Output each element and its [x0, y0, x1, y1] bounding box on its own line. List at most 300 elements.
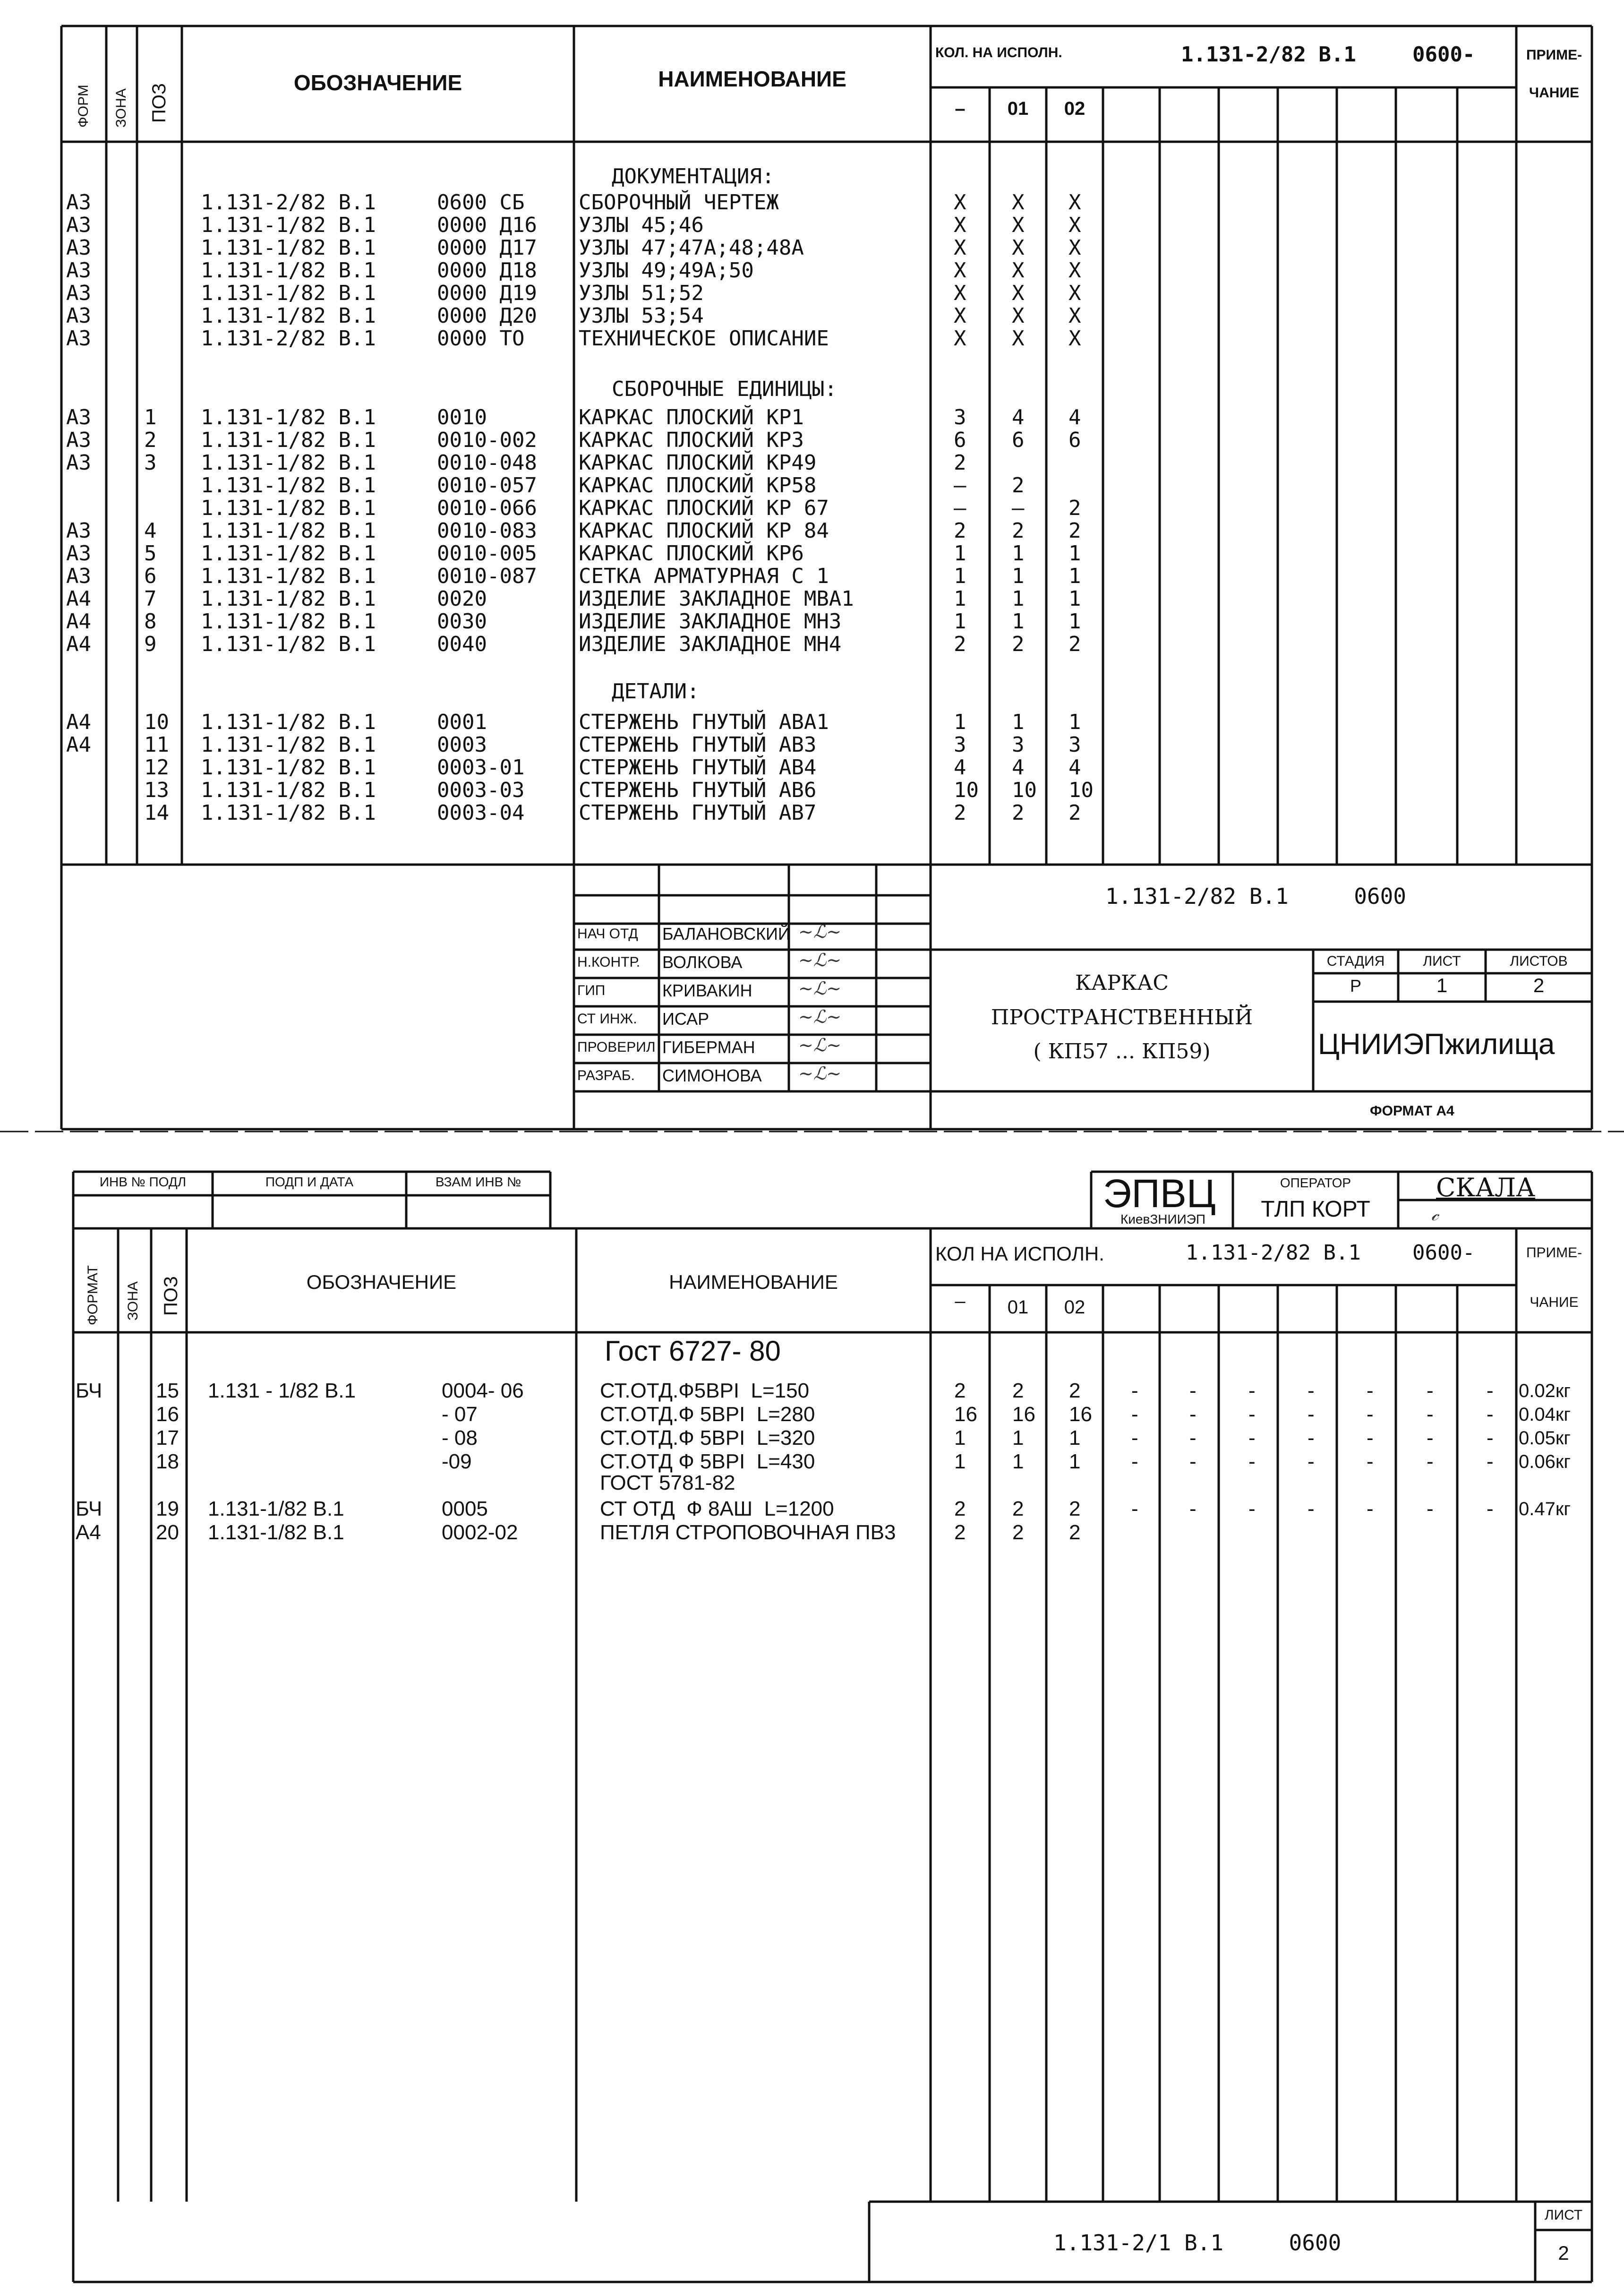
row-name: СТЕРЖЕНЬ ГНУТЫЙ АВ7 — [579, 801, 817, 825]
row-number: 0003-03 — [437, 778, 525, 802]
row-qty: 1 — [954, 1450, 966, 1473]
table-row — [0, 406, 1624, 429]
row-format: А3 — [66, 541, 91, 566]
row-qty: X — [1068, 190, 1081, 214]
row-empty-dash: - — [1367, 1497, 1374, 1520]
table-row — [0, 1380, 1624, 1402]
row-qty: X — [954, 326, 966, 351]
row-qty: – — [954, 496, 966, 520]
row-qty: 2 — [1068, 801, 1081, 825]
row-empty-dash: - — [1487, 1426, 1494, 1449]
row-number: 0010-057 — [437, 473, 537, 497]
header-doc-code-2: 1.131-2/82 В.1 — [1186, 1241, 1361, 1265]
row-number: 0010-002 — [437, 428, 537, 452]
row-empty-dash: - — [1248, 1379, 1256, 1402]
tb-sheets-label: ЛИСТОВ — [1510, 953, 1568, 969]
tb-person-name: ГИБЕРМАН — [662, 1038, 755, 1057]
tb-role-label: ГИП — [577, 983, 606, 998]
header-doc-suffix-2: 0600- — [1412, 1241, 1475, 1265]
table-row — [0, 452, 1624, 474]
row-qty: 2 — [1012, 801, 1025, 825]
row-format: А3 — [66, 564, 91, 588]
row-qty: X — [954, 304, 966, 328]
table-row — [0, 237, 1624, 259]
table-row — [0, 734, 1624, 756]
row-code: 1.131 - 1/82 В.1 — [208, 1379, 356, 1402]
row-name: УЗЛЫ 49;49А;50 — [579, 258, 754, 283]
table-row — [0, 282, 1624, 305]
row-number: 0000 Д16 — [437, 213, 537, 237]
table-row — [0, 542, 1624, 565]
row-code: 1.131-1/82 В.1 — [201, 451, 376, 475]
row-qty: 2 — [1012, 1379, 1024, 1402]
row-code: 1.131-1/82 В.1 — [201, 304, 376, 328]
row-qty: X — [1068, 236, 1081, 260]
row-format: А3 — [66, 405, 91, 429]
row-name: ПЕТЛЯ СТРОПОВОЧНАЯ ПВ3 — [600, 1521, 896, 1544]
footer-sheet-label: ЛИСТ — [1544, 2207, 1583, 2223]
row-pos: 19 — [156, 1497, 179, 1520]
note-label-2: ЧАНИЕ — [1529, 85, 1579, 101]
table-row — [0, 1521, 1624, 1544]
table-row — [0, 429, 1624, 452]
stamp-epvc: ЭПВЦ — [1103, 1171, 1216, 1216]
col-format-label: ФОРМ — [76, 85, 91, 128]
table-row — [0, 214, 1624, 237]
row-empty-dash: - — [1308, 1497, 1315, 1520]
table-row — [0, 779, 1624, 802]
row-code: 1.131-1/82 В.1 — [201, 778, 376, 802]
table-row — [0, 1450, 1624, 1473]
row-format: А3 — [66, 213, 91, 237]
row-qty: X — [954, 190, 966, 214]
row-qty: 1 — [954, 587, 966, 611]
row-empty-dash: - — [1308, 1379, 1315, 1402]
row-number: 0010-005 — [437, 541, 537, 566]
row-empty-dash: - — [1189, 1403, 1197, 1426]
row-qty: 2 — [954, 1379, 966, 1402]
row-format: А4 — [66, 632, 91, 656]
row-name: УЗЛЫ 45;46 — [579, 213, 704, 237]
row-qty: 1 — [1012, 1450, 1024, 1473]
row-pos: 5 — [144, 541, 157, 566]
row-name: СТ ОТД Ф 8АШ L=1200 — [600, 1497, 834, 1520]
row-name: ТЕХНИЧЕСКОЕ ОПИСАНИЕ — [579, 326, 829, 351]
sheet-1 — [0, 0, 1624, 1143]
row-qty: X — [1012, 326, 1025, 351]
row-qty: X — [1012, 236, 1025, 260]
row-number: 0010 — [437, 405, 487, 429]
row-qty: 3 — [954, 733, 966, 757]
row-empty-dash: - — [1367, 1403, 1374, 1426]
row-format: А4 — [66, 609, 91, 634]
row-number: 0040 — [437, 632, 487, 656]
row-qty: 2 — [954, 519, 966, 543]
row-empty-dash: - — [1131, 1403, 1138, 1426]
row-qty: 10 — [1068, 778, 1094, 802]
row-empty-dash: - — [1189, 1379, 1197, 1402]
tb-signature: ~ℒ~ — [798, 1006, 842, 1027]
row-pos: 3 — [144, 451, 157, 475]
row-qty: 16 — [1012, 1403, 1035, 1426]
note-label-1: ПРИМЕ- — [1526, 47, 1582, 63]
row-format: А3 — [66, 304, 91, 328]
row-format: А3 — [66, 258, 91, 283]
tb-role-label: Н.КОНТР. — [577, 954, 641, 970]
row-qty: 1 — [954, 541, 966, 566]
sheet-2 — [0, 1143, 1624, 2290]
row-qty: 1 — [954, 1426, 966, 1449]
row-code: 1.131-1/82 В.1 — [201, 281, 376, 305]
row-number: 0000 Д19 — [437, 281, 537, 305]
row-empty-dash: - — [1131, 1426, 1138, 1449]
row-pos: 18 — [156, 1450, 179, 1473]
tb-item-title-2: ПРОСТРАНСТВЕННЫЙ — [991, 1005, 1253, 1029]
row-name: СБОРОЧНЫЙ ЧЕРТЕЖ — [579, 190, 779, 214]
row-qty: 4 — [1068, 755, 1081, 780]
row-number: 0000 Д20 — [437, 304, 537, 328]
row-empty-dash: - — [1427, 1379, 1434, 1402]
table-row — [0, 1472, 1624, 1494]
row-pos: 8 — [144, 609, 157, 634]
row-qty: X — [1068, 326, 1081, 351]
row-format: А3 — [66, 428, 91, 452]
row-pos: 1 — [144, 405, 157, 429]
tb-signature: ~ℒ~ — [798, 921, 842, 942]
col-designation-label: ОБОЗНАЧЕНИЕ — [293, 70, 462, 95]
row-qty: 1 — [1068, 710, 1081, 734]
col-name-label: НАИМЕНОВАНИЕ — [658, 67, 846, 91]
row-qty: X — [1012, 304, 1025, 328]
row-qty: 2 — [1012, 632, 1025, 656]
row-name: ИЗДЕЛИЕ ЗАКЛАДНОЕ МВА1 — [579, 587, 854, 611]
row-qty: X — [954, 213, 966, 237]
row-qty: 1 — [1012, 564, 1025, 588]
row-format: А3 — [66, 451, 91, 475]
row-empty-dash: - — [1427, 1450, 1434, 1473]
row-qty: 2 — [1069, 1497, 1081, 1520]
row-qty: 16 — [954, 1403, 977, 1426]
row-code: 1.131-1/82 В.1 — [201, 541, 376, 566]
qty-caption-2: КОЛ НА ИСПОЛН. — [935, 1243, 1104, 1265]
row-empty-dash: - — [1487, 1497, 1494, 1520]
row-name: УЗЛЫ 53;54 — [579, 304, 704, 328]
row-pos: 16 — [156, 1403, 179, 1426]
row-qty: 2 — [954, 1497, 966, 1520]
row-code: 1.131-1/82 В.1 — [201, 258, 376, 283]
row-qty: 6 — [1012, 428, 1025, 452]
row-note: 0.05кг — [1519, 1428, 1571, 1449]
header-doc-code: 1.131-2/82 В.1 — [1181, 43, 1356, 67]
col-name-label-2: НАИМЕНОВАНИЕ — [669, 1271, 838, 1293]
row-name: СТ.ОТД.Ф5ВРI L=150 — [600, 1379, 810, 1402]
row-pos: 6 — [144, 564, 157, 588]
row-name: УЗЛЫ 51;52 — [579, 281, 704, 305]
variant-base: – — [955, 98, 966, 119]
row-code: 1.131-1/82 В.1 — [201, 755, 376, 780]
row-qty: 1 — [954, 564, 966, 588]
row-note: 0.04кг — [1519, 1404, 1571, 1425]
row-number: 0000 ТО — [437, 326, 525, 351]
row-name: СТЕРЖЕНЬ ГНУТЫЙ АВ4 — [579, 755, 817, 780]
tb-signature: ~ℒ~ — [798, 950, 842, 970]
row-code: 1.131-1/82 В.1 — [201, 213, 376, 237]
row-qty: X — [1068, 281, 1081, 305]
row-number: 0000 Д18 — [437, 258, 537, 283]
row-name: СЕТКА АРМАТУРНАЯ С 1 — [579, 564, 829, 588]
row-number: 0001 — [437, 710, 487, 734]
row-qty: 4 — [1012, 755, 1025, 780]
table-row — [0, 520, 1624, 542]
row-code: 1.131-1/82 В.1 — [201, 519, 376, 543]
row-number: 0000 Д17 — [437, 236, 537, 260]
row-name: СТЕРЖЕНЬ ГНУТЫЙ АВА1 — [579, 710, 829, 734]
row-qty: 10 — [1012, 778, 1037, 802]
row-empty-dash: - — [1131, 1450, 1138, 1473]
row-format: А3 — [66, 519, 91, 543]
row-note: 0.47кг — [1519, 1499, 1571, 1519]
row-number: 0002-02 — [442, 1521, 518, 1544]
row-format: БЧ — [76, 1379, 103, 1402]
row-qty: X — [954, 258, 966, 283]
col-zone-label: ЗОНА — [113, 88, 129, 128]
row-name: ИЗДЕЛИЕ ЗАКЛАДНОЕ МН4 — [579, 632, 842, 656]
tb-person-name: КРИВАКИН — [662, 981, 752, 1000]
row-qty: X — [1068, 304, 1081, 328]
tb-sheets: 2 — [1533, 974, 1545, 996]
col-pos-label-2: ПОЗ — [161, 1276, 181, 1316]
tb-format: ФОРМАТ А4 — [1370, 1103, 1454, 1119]
tb-sheet: 1 — [1436, 974, 1448, 996]
row-qty: X — [954, 281, 966, 305]
row-qty: 10 — [954, 778, 979, 802]
row-name: СТ.ОТД Ф 5ВРI L=430 — [600, 1450, 815, 1473]
table-row — [0, 1498, 1624, 1520]
row-empty-dash: - — [1248, 1450, 1256, 1473]
row-number: - 08 — [442, 1426, 478, 1449]
row-qty: 16 — [1069, 1403, 1092, 1426]
row-name: СТЕРЖЕНЬ ГНУТЫЙ АВ3 — [579, 733, 817, 757]
row-qty: 1 — [1068, 564, 1081, 588]
stamp-sign-date-label: ПОДП И ДАТА — [265, 1175, 354, 1189]
tb-role-label: СТ ИНЖ. — [577, 1011, 637, 1027]
row-empty-dash: - — [1427, 1497, 1434, 1520]
section-title: СБОРОЧНЫЕ ЕДИНИЦЫ: — [612, 377, 837, 401]
row-qty: 1 — [954, 710, 966, 734]
row-qty: 4 — [954, 755, 966, 780]
row-empty-dash: - — [1427, 1426, 1434, 1449]
row-code: 1.131-1/82 В.1 — [201, 496, 376, 520]
row-empty-dash: - — [1427, 1403, 1434, 1426]
row-number: 0010-083 — [437, 519, 537, 543]
row-pos: 10 — [144, 710, 169, 734]
row-pos: 15 — [156, 1379, 179, 1402]
note-label-2a: ПРИМЕ- — [1526, 1245, 1582, 1261]
section-title: ДОКУМЕНТАЦИЯ: — [612, 164, 775, 189]
tb-doc-code: 1.131-2/82 В.1 0600 — [1105, 883, 1406, 909]
row-qty: 2 — [1068, 496, 1081, 520]
row-pos: 9 — [144, 632, 157, 656]
row-name: КАРКАС ПЛОСКИЙ КР49 — [579, 451, 817, 475]
tb-person-name: ВОЛКОВА — [662, 952, 743, 972]
row-name: СТ.ОТД.Ф 5ВРI L=280 — [600, 1403, 815, 1426]
row-format: А4 — [66, 587, 91, 611]
tb-person-name: ИСАР — [662, 1009, 709, 1029]
tb-signature: ~ℒ~ — [798, 1063, 842, 1084]
row-empty-dash: - — [1487, 1403, 1494, 1426]
row-qty: 1 — [1068, 609, 1081, 634]
row-code: 1.131-1/82 В.1 — [208, 1521, 344, 1544]
table-row — [0, 327, 1624, 350]
row-qty: 1 — [1012, 1426, 1024, 1449]
row-qty: 2 — [1069, 1521, 1081, 1544]
sheet-2-grid — [0, 1143, 1624, 2290]
row-qty: X — [1068, 258, 1081, 283]
row-empty-dash: - — [1487, 1379, 1494, 1402]
row-format: А3 — [66, 190, 91, 214]
table-row — [0, 1403, 1624, 1426]
row-qty: 2 — [954, 451, 966, 475]
row-code: 1.131-1/82 В.1 — [201, 632, 376, 656]
row-name: КАРКАС ПЛОСКИЙ КР58 — [579, 473, 817, 497]
row-qty: 1 — [1069, 1426, 1081, 1449]
row-name: ИЗДЕЛИЕ ЗАКЛАДНОЕ МН3 — [579, 609, 842, 634]
row-code: 1.131-1/82 В.1 — [201, 710, 376, 734]
row-pos: 17 — [156, 1426, 179, 1449]
row-format: А3 — [66, 281, 91, 305]
row-code: 1.131-1/82 В.1 — [201, 609, 376, 634]
row-qty: 4 — [1012, 405, 1025, 429]
row-qty: 1 — [1012, 710, 1025, 734]
row-empty-dash: - — [1248, 1403, 1256, 1426]
row-qty: 2 — [1012, 1497, 1024, 1520]
table-row — [0, 633, 1624, 656]
row-name: УЗЛЫ 47;47А;48;48А — [579, 236, 804, 260]
tb-person-name: БАЛАНОВСКИЙ — [662, 924, 790, 943]
row-empty-dash: - — [1248, 1497, 1256, 1520]
row-number: -09 — [442, 1450, 472, 1473]
row-empty-dash: - — [1308, 1403, 1315, 1426]
header-doc-suffix: 0600- — [1412, 43, 1475, 67]
row-qty: X — [1068, 213, 1081, 237]
row-qty: 6 — [1068, 428, 1081, 452]
table-row — [0, 497, 1624, 520]
row-qty: 2 — [954, 1521, 966, 1544]
row-qty: 2 — [1012, 1521, 1024, 1544]
row-format: А4 — [76, 1521, 101, 1544]
footer-sheet-number: 2 — [1558, 2242, 1569, 2264]
row-qty: 2 — [1069, 1379, 1081, 1402]
row-qty: X — [1012, 258, 1025, 283]
row-number: 0003-04 — [437, 801, 525, 825]
row-qty: 3 — [954, 405, 966, 429]
stamp-kiev: КиевЗНИИЭП — [1120, 1212, 1206, 1226]
stamp-operator: ТЛП КОРТ — [1261, 1197, 1370, 1222]
row-format: А3 — [66, 326, 91, 351]
row-qty: X — [1012, 213, 1025, 237]
variant-01: 01 — [1007, 98, 1029, 119]
row-empty-dash: - — [1189, 1450, 1197, 1473]
row-code: 1.131-2/82 В.1 — [201, 190, 376, 214]
table-row — [0, 711, 1624, 734]
row-empty-dash: - — [1367, 1426, 1374, 1449]
note-label-2b: ЧАНИЕ — [1530, 1295, 1579, 1310]
row-qty: 1 — [1069, 1450, 1081, 1473]
col-format-label-2: ФОРМАТ — [85, 1265, 101, 1325]
stamp-operator-signature: 𝒸 — [1431, 1204, 1439, 1225]
row-format: А3 — [66, 236, 91, 260]
col-pos-label: ПОЗ — [149, 83, 170, 123]
row-number: 0003-01 — [437, 755, 525, 780]
row-empty-dash: - — [1248, 1426, 1256, 1449]
stamp-inv-label: ИНВ № ПОДЛ — [99, 1175, 187, 1189]
tb-item-title-3: ( КП57 ... КП59) — [1033, 1039, 1211, 1064]
row-pos: 4 — [144, 519, 157, 543]
row-qty: 2 — [1012, 519, 1025, 543]
row-format: А4 — [66, 710, 91, 734]
row-qty: X — [954, 236, 966, 260]
table-row — [0, 565, 1624, 588]
tb-signature: ~ℒ~ — [798, 978, 842, 999]
tb-item-title-1: КАРКАС — [1075, 971, 1169, 995]
row-qty: 3 — [1068, 733, 1081, 757]
row-code: 1.131-1/82 В.1 — [201, 473, 376, 497]
row-qty: 4 — [1068, 405, 1081, 429]
row-empty-dash: - — [1131, 1379, 1138, 1402]
row-qty: 2 — [1068, 519, 1081, 543]
row-qty: 1 — [1012, 541, 1025, 566]
row-name: КАРКАС ПЛОСКИЙ КР1 — [579, 405, 804, 429]
row-qty: 2 — [954, 801, 966, 825]
row-name: ГОСТ 5781-82 — [600, 1471, 735, 1494]
row-name: СТ.ОТД.Ф 5ВРI L=320 — [600, 1426, 815, 1449]
tb-signature: ~ℒ~ — [798, 1035, 842, 1055]
row-format: БЧ — [76, 1497, 103, 1520]
stamp-vzam-label: ВЗАМ ИНВ № — [435, 1175, 521, 1189]
row-number: 0004- 06 — [442, 1379, 524, 1402]
row-code: 1.131-1/82 В.1 — [208, 1497, 344, 1520]
row-empty-dash: - — [1308, 1426, 1315, 1449]
row-note: 0.02кг — [1519, 1381, 1571, 1401]
row-qty: 1 — [1068, 541, 1081, 566]
footer-doc-code: 1.131-2/1 В.1 0600 — [1053, 2230, 1342, 2256]
row-code: 1.131-1/82 В.1 — [201, 801, 376, 825]
table-row — [0, 191, 1624, 214]
table-row — [0, 588, 1624, 610]
row-qty: 6 — [954, 428, 966, 452]
row-number: 0020 — [437, 587, 487, 611]
gost-6727: Гост 6727- 80 — [605, 1335, 781, 1367]
row-qty: – — [1012, 496, 1025, 520]
row-note: 0.06кг — [1519, 1451, 1571, 1472]
row-code: 1.131-1/82 В.1 — [201, 587, 376, 611]
qty-caption: КОЛ. НА ИСПОЛН. — [935, 45, 1062, 60]
row-qty: X — [1012, 281, 1025, 305]
row-empty-dash: - — [1487, 1450, 1494, 1473]
row-name: КАРКАС ПЛОСКИЙ КР 67 — [579, 496, 829, 520]
row-qty: 1 — [1012, 587, 1025, 611]
tb-role-label: РАЗРАБ. — [577, 1068, 635, 1083]
row-pos: 13 — [144, 778, 169, 802]
row-qty: – — [954, 473, 966, 497]
tb-person-name: СИМОНОВА — [662, 1066, 762, 1085]
row-number: 0003 — [437, 733, 487, 757]
row-format: А4 — [66, 733, 91, 757]
row-number: 0005 — [442, 1497, 488, 1520]
tb-role-label: ПРОВЕРИЛ — [577, 1039, 656, 1055]
row-empty-dash: - — [1131, 1497, 1138, 1520]
row-name: КАРКАС ПЛОСКИЙ КР 84 — [579, 519, 829, 543]
